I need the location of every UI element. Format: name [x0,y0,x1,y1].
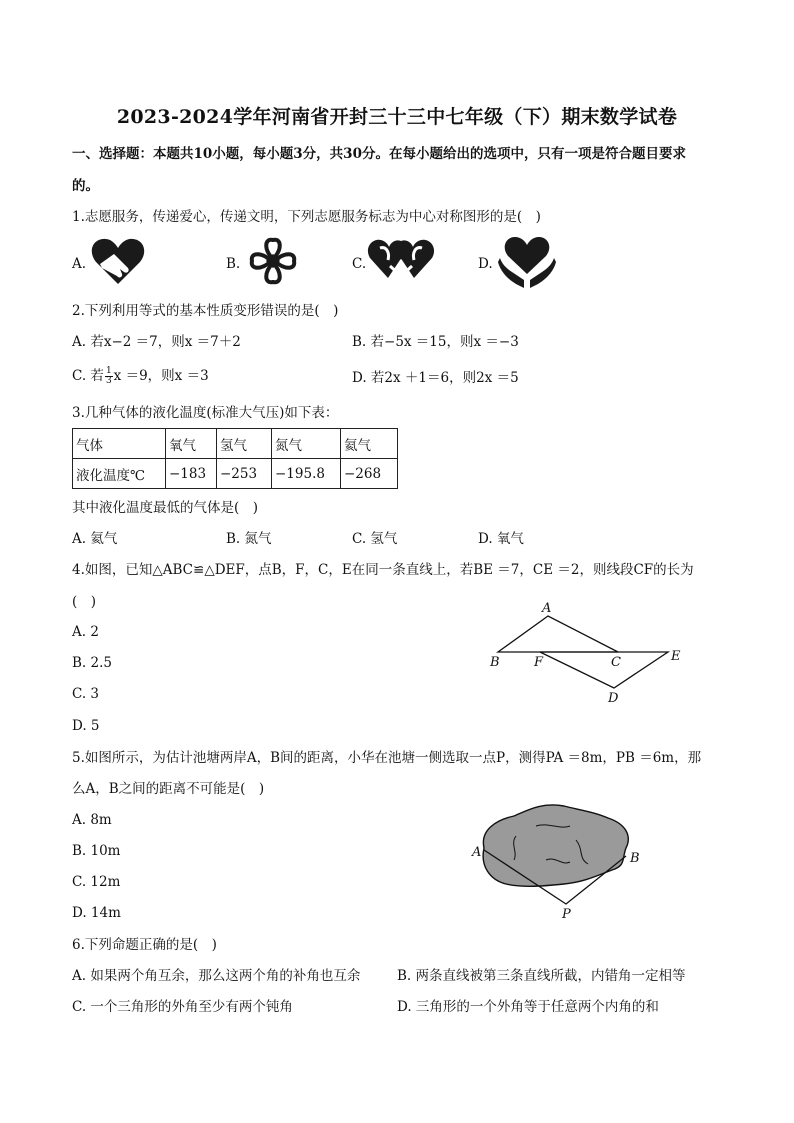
q3-option-c: C. 氢气 [352,531,398,547]
table-cell: 氦气 [341,429,398,459]
fraction-denominator: 3 [105,376,112,386]
q5-option-b: B. 10m [72,843,121,859]
gas-table [72,428,398,489]
table-cell: 气体 [73,429,166,459]
q3-question: 其中液化温度最低的气体是( ) [72,500,259,516]
table-row [73,459,398,489]
q4-option-d: D. 5 [72,718,100,734]
q4-option-a: A. 2 [72,624,99,640]
q5-option-d: D. 14m [72,905,121,921]
table-cell: −183 [166,459,217,489]
section-heading: 一、选择题：本题共10小题，每小题3分，共30分。在每小题给出的选项中，只有一项是符合题目要求 [72,146,686,162]
q1-option-a: A. [72,256,87,272]
q6-stem: 6.下列命题正确的是( ) [72,937,217,953]
table-cell: 液化温度℃ [73,459,166,489]
heart-hand-icon [88,234,148,288]
table-cell: −253 [217,459,272,489]
congruent-triangles-figure [480,598,690,708]
point-label-d: D [608,691,619,706]
q4-option-b: B. 2.5 [72,655,112,671]
table-cell: −268 [341,459,398,489]
q2-option-b: B. 若−5x ＝15，则x ＝−3 [352,334,519,350]
q3-option-b: B. 氮气 [226,531,272,547]
q5-option-a: A. 8m [72,812,112,828]
q3-option-d: D. 氧气 [478,531,524,547]
table-cell: 氮气 [272,429,341,459]
q1-option-b: B. [226,256,241,272]
q2-option-d: D. 若2x ＋1＝6，则2x ＝5 [352,370,519,386]
table-cell: 氧气 [166,429,217,459]
q6-option-a: A. 如果两个角互余，那么这两个角的补角也互余 [72,968,361,984]
q5-stem-line2: 么A，B之间的距离不可能是( ) [72,781,265,797]
q3-stem: 3.几种气体的液化温度(标准大气压)如下表： [72,405,339,421]
q3-option-a: A. 氦气 [72,531,118,547]
q2-option-c-suffix: x ＝9，则x ＝3 [113,368,209,384]
q2-option-a: A. 若x−2 ＝7，则x ＝7＋2 [72,334,241,350]
point-label-b: B [630,851,640,866]
point-label-c: C [611,655,621,670]
fraction-numerator: 1 [105,366,112,376]
point-label-a: A [542,601,552,616]
q4-paren: ( ) [72,594,97,610]
q1-option-c: C. [352,256,367,272]
point-label-p: P [562,907,571,922]
point-label-e: E [671,649,681,664]
q5-option-c: C. 12m [72,874,121,890]
point-label-a: A [472,845,482,860]
table-row [73,429,398,459]
q6-option-d: D. 三角形的一个外角等于任意两个内角的和 [397,999,659,1015]
q2-option-c-prefix: C. 若 [72,368,104,384]
q1-stem: 1.志愿服务，传递爱心，传递文明，下列志愿服务标志为中心对称图形的是( ) [72,209,541,225]
q6-option-b: B. 两条直线被第三条直线所截，内错角一定相等 [397,968,686,984]
point-label-f: F [534,655,544,670]
q2-stem: 2.下列利用等式的基本性质变形错误的是( ) [72,303,339,319]
pond-figure [466,800,646,922]
q6-option-c: C. 一个三角形的外角至少有两个钝角 [72,999,293,1015]
table-cell: −195.8 [272,459,341,489]
q2-option-c [72,367,209,386]
clover-hearts-icon [244,232,302,290]
point-label-b: B [490,655,500,670]
heart-in-hands-icon [496,234,558,290]
section-heading-cont: 的。 [72,178,99,194]
q1-option-d: D. [478,256,493,272]
q4-stem: 4.如图，已知△ABC≌△DEF，点B，F，C，E在同一条直线上，若BE ＝7，CE ＝2，则线段CF的长为 [72,562,694,578]
two-hearts-ribbon-icon [366,236,436,286]
fraction [105,367,113,386]
q4-option-c: C. 3 [72,686,100,702]
page-title: 2023-2024学年河南省开封三十三中七年级（下）期末数学试卷 [116,106,678,128]
table-cell: 氢气 [217,429,272,459]
q5-stem-line1: 5.如图所示，为估计池塘两岸A，B间的距离，小华在池塘一侧选取一点P，测得PA ＝8m，PB ＝6m，那 [72,750,702,766]
